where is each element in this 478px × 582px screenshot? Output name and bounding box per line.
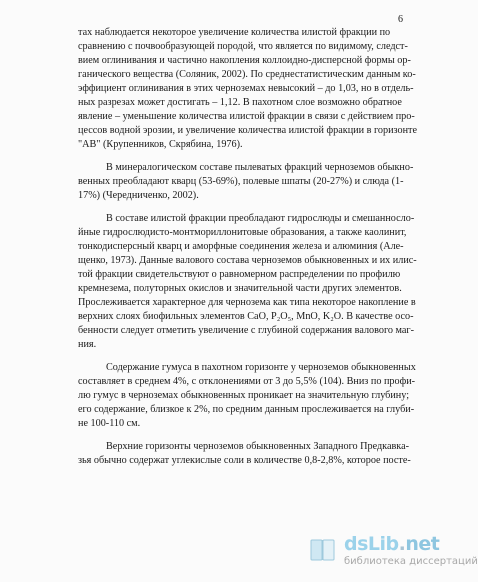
text-line: Верхние горизонты черноземов обыкновенных Западного Предкавка-: [106, 441, 410, 452]
text-line: венных преобладают кварц (53-69%), полевые шпаты (20-27%) и слюда (1-: [78, 176, 404, 187]
page-number: 6: [398, 14, 403, 25]
watermark[interactable]: [300, 533, 478, 575]
logo-dot: .: [398, 533, 406, 555]
text-line: лю гумус в черноземах обыкновенных проникает на значительную глубину;: [78, 390, 410, 401]
paragraph-gap: [78, 352, 413, 361]
text-line: составляет в среднем 4%, с отклонениями от 3 до 5,5% (104). Вниз по профи-: [78, 376, 416, 387]
text-line: тах наблюдается некоторое увеличение количества илистой фракции по: [78, 27, 391, 38]
text-line: кремнезема, полуторных окислов и значительной части других элементов.: [78, 283, 402, 294]
text-line: 17%) (Чередниченко, 2002).: [78, 190, 199, 201]
paragraph-gap: [78, 431, 413, 440]
text-line: тонкодисперсный кварц и аморфные соединения железа и алюминия (Але-: [78, 241, 404, 252]
text-line: ния.: [78, 339, 97, 350]
text-line: ных разрезах может достигать – 1,12. В пахотном слое возможно обратное: [78, 97, 402, 108]
text-line: "АВ" (Крупенников, Скрябина, 1976).: [78, 139, 243, 150]
watermark-logo: [344, 533, 439, 555]
text-line: эффициент оглинивания в этих черноземах невысокий – до 1,03, но в отдель-: [78, 83, 414, 94]
text-line: сравнению с почвообразующей породой, что является по видимому, следст-: [78, 41, 408, 52]
watermark-subtitle: библиотека диссертаций: [344, 556, 478, 567]
text-line: той фракции свидетельствуют о равномерном распределении по профилю: [78, 269, 401, 280]
paragraph-gap: [78, 203, 413, 212]
text-line: его содержание, близкое к 2%, по средним данным прослеживается на глуби-: [78, 404, 415, 415]
text-line: Прослеживается характерное для чернозема как типа некоторое накопление в: [78, 297, 416, 308]
text-line: В минералогическом составе пылеватых фракций черноземов обыкно-: [106, 162, 414, 173]
text-line: зья обычно содержат углекислые соли в количестве 0,8-2,8%, которое посте-: [78, 455, 411, 466]
text-line: явление – уменьшение количества илистой фракции в связи с действием про-: [78, 111, 415, 122]
logo-net: net: [405, 533, 440, 555]
book-icon: [308, 535, 338, 565]
text-line: бенности следует отметить увеличение с глубиной содержания валового маг-: [78, 325, 415, 336]
text-line: верхних слоях биофильных элементов CaO, P₂O₅, MnO, K₂O. В качестве осо-: [78, 311, 414, 322]
text-line: йные гидрослюдисто-монтмориллонитовые образования, а также каолинит,: [78, 227, 407, 238]
document-body: [78, 26, 418, 468]
text-line: вием оглинивания и частично накопления коллоидно-дисперсной формы ор-: [78, 55, 411, 66]
text-line: В составе илистой фракции преобладают гидрослюды и смешанносло-: [106, 213, 415, 224]
paragraph-gap: [78, 152, 413, 161]
logo-ds: dsLib: [344, 533, 399, 555]
text-line: ганического вещества (Соляник, 2002). По среднестатистическим данным ко-: [78, 69, 416, 80]
text-line: Содержание гумуса в пахотном горизонте у черноземов обыкновенных: [106, 362, 416, 373]
text-line: цессов водной эрозии, и увеличение количества илистой фракции в горизонте: [78, 125, 418, 136]
text-line: щенко, 1973). Данные валового состава черноземов обыкновенных и их илис-: [78, 255, 417, 266]
text-line: не 100-110 см.: [78, 418, 141, 429]
